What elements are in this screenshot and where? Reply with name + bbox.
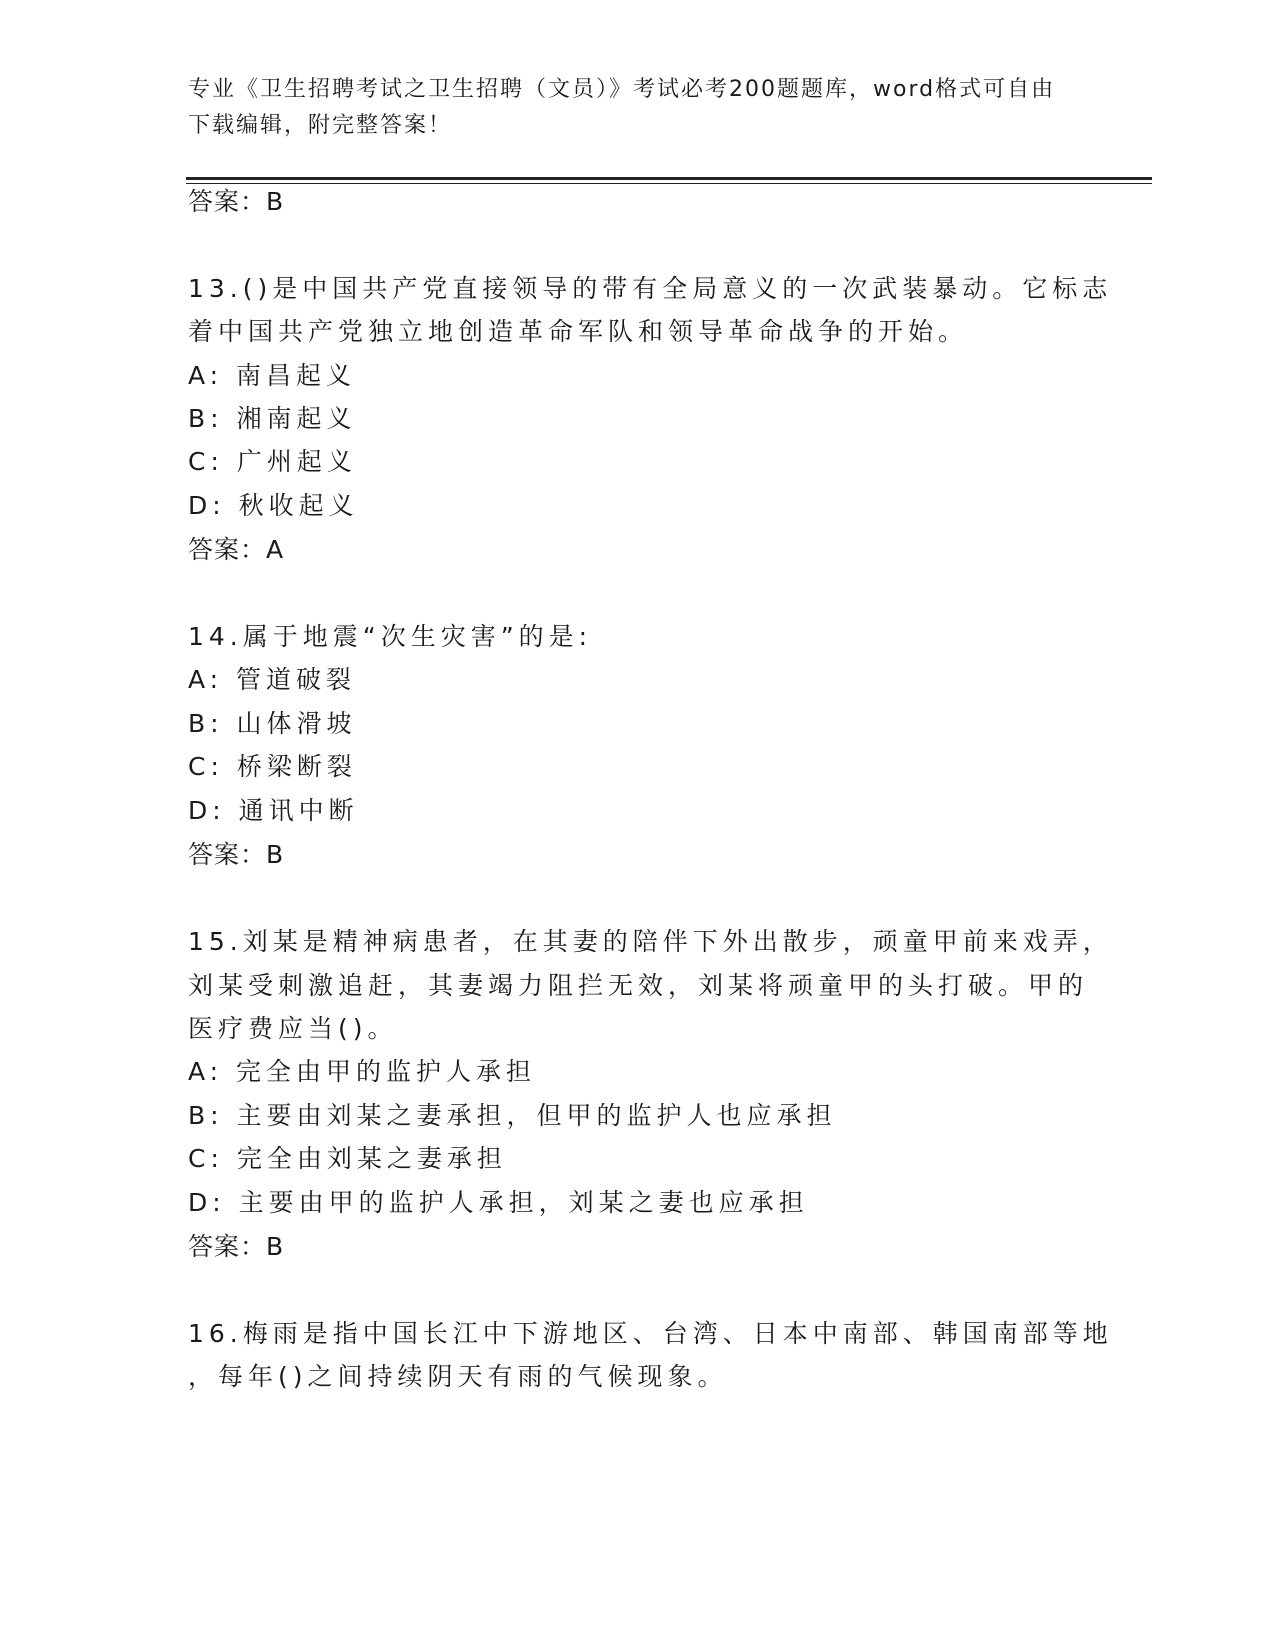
question-15-text-3: 医疗费应当()。 bbox=[188, 1014, 398, 1043]
question-13-option-b: B: 湘南起义 bbox=[188, 404, 357, 433]
document-header: 专业《卫生招聘考试之卫生招聘（文员）》考试必考200题题库，word格式可自由下载编辑，附完整答案！ bbox=[188, 77, 1056, 138]
answer-14: 答案：B bbox=[188, 840, 285, 869]
question-16-text-2: ，每年()之间持续阴天有雨的气候现象。 bbox=[188, 1362, 728, 1391]
question-13-option-d: D: 秋收起义 bbox=[188, 491, 359, 520]
header-rule-thin bbox=[186, 183, 1152, 184]
question-15-option-a: A: 完全由甲的监护人承担 bbox=[188, 1057, 537, 1086]
question-15-text-2: 刘某受刺激追赶，其妻竭力阻拦无效，刘某将顽童甲的头打破。甲的 bbox=[188, 971, 1089, 1000]
question-16-text-1: 16.梅雨是指中国长江中下游地区、台湾、日本中南部、韩国南部等地 bbox=[188, 1319, 1113, 1348]
question-15-option-d: D: 主要由甲的监护人承担，刘某之妻也应承担 bbox=[188, 1188, 809, 1217]
header-rule-thick bbox=[186, 177, 1152, 180]
question-15-option-c: C: 完全由刘某之妻承担 bbox=[188, 1144, 507, 1173]
question-14-option-d: D: 通讯中断 bbox=[188, 796, 359, 825]
question-13-option-a: A: 南昌起义 bbox=[188, 361, 357, 390]
answer-12: 答案：B bbox=[188, 187, 285, 216]
question-15-text-1: 15.刘某是精神病患者，在其妻的陪伴下外出散步，顽童甲前来戏弄， bbox=[188, 927, 1113, 956]
question-15-option-b: B: 主要由刘某之妻承担，但甲的监护人也应承担 bbox=[188, 1101, 837, 1130]
question-14-text-1: 14.属于地震“次生灾害”的是: bbox=[188, 622, 593, 651]
question-14-option-a: A: 管道破裂 bbox=[188, 665, 357, 694]
question-13-text-1: 13.()是中国共产党直接领导的带有全局意义的一次武装暴动。它标志 bbox=[188, 274, 1113, 303]
question-13-text-2: 着中国共产党独立地创造革命军队和领导革命战争的开始。 bbox=[188, 317, 969, 346]
question-13-option-c: C: 广州起义 bbox=[188, 447, 357, 476]
question-14-option-b: B: 山体滑坡 bbox=[188, 709, 357, 738]
question-14-option-c: C: 桥梁断裂 bbox=[188, 752, 357, 781]
answer-15: 答案：B bbox=[188, 1232, 285, 1261]
answer-13: 答案：A bbox=[188, 535, 285, 564]
